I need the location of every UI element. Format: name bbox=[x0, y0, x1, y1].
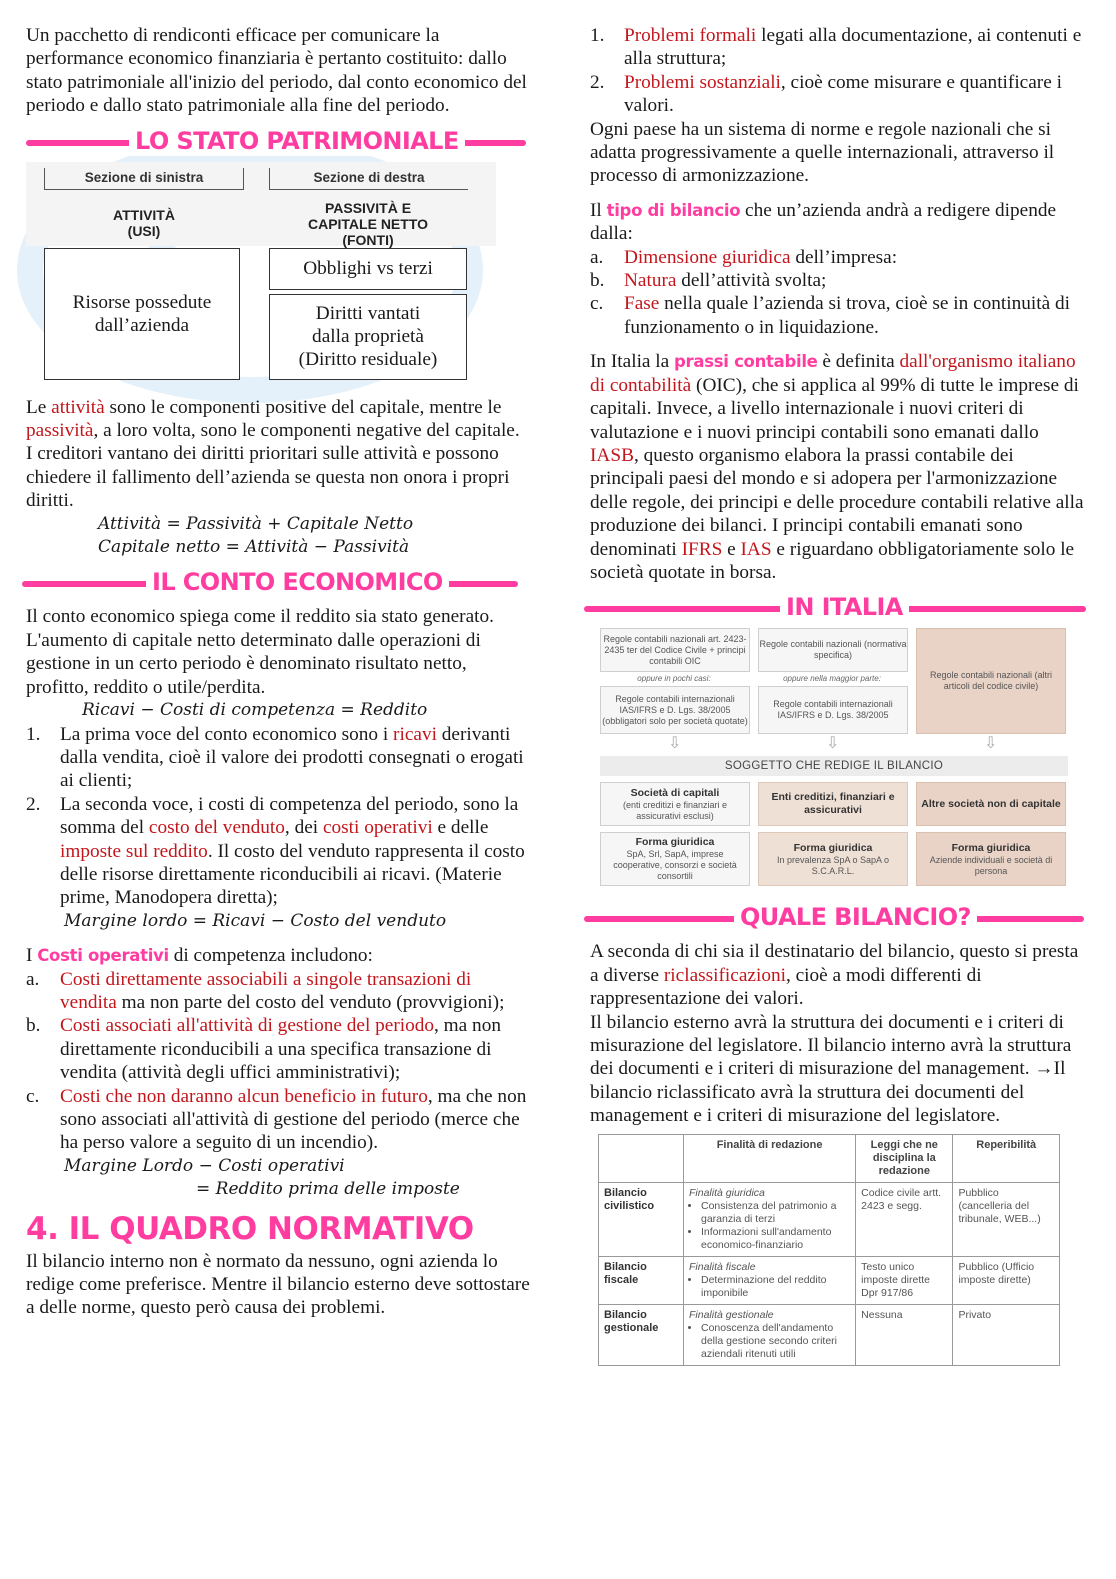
formula-margine-operativo: Margine Lordo − Costi operativi bbox=[64, 1155, 345, 1176]
list-item: 2. Problemi sostanziali, cioè come misurare e quantificare i valori. bbox=[590, 71, 1062, 117]
regole-internazionali-box: Regole contabili internazionali IAS/IFRS e D. Lgs. 38/2005 (obbligatori solo per società quotate) bbox=[600, 686, 750, 734]
altre-societa-box: Altre società non di capitale bbox=[916, 782, 1066, 826]
societa-capitali-box: Società di capitali (enti creditizi e finanziari e assicurativi esclusi) bbox=[600, 782, 750, 826]
note-maggior-parte: oppure nella maggior parte: bbox=[783, 674, 881, 684]
passivita-label: PASSIVITÀ E CAPITALE NETTO (FONTI) bbox=[307, 199, 429, 248]
regole-specifiche-box: Regole contabili nazionali (normativa specifica) bbox=[758, 628, 908, 672]
list-item: a. Costi direttamente associabili a singole transazioni di vendita ma non parte del costo del venduto (provvigioni); bbox=[26, 968, 505, 1013]
intro-paragraph: Un pacchetto di rendiconti efficace per comunicare la performance economico finanziaria è pertanto costituito: dallo stato patrimoniale all'inizio del periodo, dal conto economico del periodo e dallo stato patrimoniale alla fine del periodo. bbox=[26, 25, 527, 117]
attivita-label: ATTIVITÀ (USI) bbox=[113, 206, 175, 239]
list-item: 1. La prima voce del conto economico sono i ricavi derivanti dalla vendita, cioè il valore dei prodotti consegnati o erogati ai clienti; bbox=[26, 723, 524, 792]
attivita-paragraph: Le attività sono le componenti positive del capitale, mentre le passività, a loro volta, sono le componenti negative del capitale. I creditori vantano dei diritti prioritari sulle attività e possono chiedere il fallimento dell’azienda se questa non onora i propri diritti. bbox=[26, 396, 520, 512]
quadro-normativo-paragraph: Il bilancio interno non è normato da nessuno, ogni azienda lo redige come preferisce. Mentre il bilancio esterno deve sottostare a delle norme, questo però causa dei problemi. bbox=[26, 1250, 530, 1319]
diritti-box: Diritti vantati dalla proprietà (Diritto residuale) bbox=[269, 294, 467, 380]
soggetto-label: SOGGETTO CHE REDIGE IL BILANCIO bbox=[600, 756, 1068, 776]
costi-operativi-intro: I Costi operativi di competenza includono: bbox=[26, 945, 373, 967]
heading-quale-bilancio: QUALE BILANCIO? bbox=[590, 904, 1090, 934]
ce-paragraph-1: Il conto economico spiega come il reddito sia stato generato. bbox=[26, 606, 494, 628]
enti-creditizi-box: Enti creditizi, finanziari e assicurativi bbox=[758, 782, 908, 826]
arrow-down-icon: ⇩ bbox=[826, 735, 840, 753]
italia-diagram bbox=[600, 628, 1068, 894]
heading-conto-economico: IL CONTO ECONOMICO bbox=[26, 569, 530, 599]
bilanci-table bbox=[598, 1134, 1060, 1366]
table-header-row: Finalità di redazione Leggi che ne disciplina la redazione Reperibilità bbox=[599, 1134, 1060, 1182]
list-item: c. Costi che non daranno alcun beneficio in futuro, ma che non sono associati all'attività di gestione del periodo (merce che ha perso valore a seguito di un incendio). bbox=[26, 1085, 527, 1154]
table-row: Bilancio gestionale Finalità gestionale • Conoscenza dell'andamento della gestione secondo criteri aziendali ritenuti utili Nessuna Privato bbox=[599, 1304, 1060, 1365]
formula-capitale-netto: Capitale netto = Attività − Passività bbox=[98, 537, 410, 558]
list-item: 1. Problemi formali legati alla documentazione, ai contenuti e alla struttura; bbox=[590, 25, 1082, 70]
tipo-bilancio-paragraph: Il tipo di bilancio che un’azienda andrà a redigere dipende dalla: bbox=[590, 199, 1057, 245]
bilancio-esterno-paragraph: Il bilancio esterno avrà la struttura dei documenti e i criteri di misurazione del legislatore. Il bilancio interno avrà la struttura dei documenti e i criteri di misurazione del management. →Il bilancio riclassificato avrà la struttura dei documenti del management e i criteri di misurazione del legislatore. bbox=[590, 1011, 1072, 1127]
quale-bilancio-paragraph: A seconda di chi sia il destinatario del bilancio, questo si presta a diverse riclassificazioni, cioè a modi differenti di rappresentazione dei valori. bbox=[590, 941, 1079, 1010]
arrow-down-icon: ⇩ bbox=[984, 735, 998, 753]
forma-giuridica-box-1: Forma giuridica SpA, Srl, SapA, imprese cooperative, consorzi e società consortili bbox=[600, 832, 750, 886]
table-row: Bilancio civilistico Finalità giuridica • Consistenza del patrimonio a garanzia di terzi • Informazioni sull'andamento economico-finanziario Codice civile artt. 2423 e segg. Pubblico (cancelleria del tribunale, WEB...) bbox=[599, 1182, 1060, 1256]
ce-paragraph-2: L'aumento di capitale netto determinato dalle operazioni di gestione in un certo periodo è denominato risultato netto, profitto, reddito o utile/perdita. bbox=[26, 629, 481, 698]
formula-attivita: Attività = Passività + Capitale Netto bbox=[98, 513, 414, 534]
heading-in-italia: IN ITALIA bbox=[590, 594, 1090, 624]
ricavi-list bbox=[26, 723, 530, 910]
right-section-label: Sezione di destra bbox=[269, 168, 468, 190]
costi-operativi-list bbox=[26, 968, 530, 1155]
table-row: Bilancio fiscale Finalità fiscale • Determinazione del reddito imponibile Testo unico imposte dirette Dpr 917/86 Pubblico (Ufficio imposte dirette) bbox=[599, 1256, 1060, 1304]
note-pochi-casi: oppure in pochi casi: bbox=[637, 674, 711, 684]
list-item: b. Natura dell’attività svolta; bbox=[590, 270, 827, 292]
tipo-bilancio-list bbox=[590, 246, 1090, 340]
balance-sheet-diagram bbox=[26, 162, 530, 388]
prassi-paragraph: In Italia la prassi contabile è definita dall'organismo italiano di contabilità (OIC), che si applica al 99% di tutte le imprese di capitali. Invece, a livello internazionale i nuovi criteri di valutazione e i nuovi principi contabili sono emanati dallo IASB, questo organismo elabora la prassi contabile dei principali paesi del mondo e si adopera per l'armonizzazione delle regole, dei principi e delle procedure contabili relative alla produzione dei bilanci. I principi contabili emanati sono denominati IFRS e IAS e riguardano obbligatoriamente solo le società quotate in borsa. bbox=[590, 351, 1084, 583]
risorse-box: Risorse possedute dall’azienda bbox=[44, 248, 240, 380]
formula-reddito-ante-imposte: = Reddito prima delle imposte bbox=[196, 1179, 460, 1200]
problemi-list bbox=[590, 24, 1090, 118]
list-item: b. Costi associati all'attività di gestione del periodo, ma non direttamente riconducibili a una specifica transazione di vendita (attività degli uffici amministrativi); bbox=[26, 1015, 501, 1084]
arrow-down-icon: ⇩ bbox=[668, 735, 682, 753]
list-item: a. Dimensione giuridica dell’impresa: bbox=[590, 246, 898, 268]
formula-reddito: Ricavi − Costi di competenza = Reddito bbox=[82, 700, 428, 721]
forma-giuridica-box-3: Forma giuridica Aziende individuali e società di persona bbox=[916, 832, 1066, 886]
regole-altri-articoli-box: Regole contabili nazionali (altri articoli del codice civile) bbox=[916, 628, 1066, 734]
heading-stato-patrimoniale: LO STATO PATRIMONIALE bbox=[26, 128, 530, 158]
left-section-label: Sezione di sinistra bbox=[44, 168, 244, 190]
forma-giuridica-box-2: Forma giuridica In prevalenza SpA o SapA o S.C.A.R.L. bbox=[758, 832, 908, 886]
heading-quadro-normativo: 4. IL QUADRO NORMATIVO bbox=[26, 1210, 474, 1247]
paese-paragraph: Ogni paese ha un sistema di norme e regole nazionali che si adatta progressivamente a quelle internazionali, attraverso il processo di armonizzazione. bbox=[590, 118, 1055, 187]
regole-internazionali-box-2: Regole contabili internazionali IAS/IFRS e D. Lgs. 38/2005 bbox=[758, 686, 908, 734]
formula-margine-lordo: Margine lordo = Ricavi − Costo del venduto bbox=[64, 910, 447, 931]
obblighi-box: Obblighi vs terzi bbox=[269, 248, 467, 290]
regole-oic-box: Regole contabili nazionali art. 2423-2435 ter del Codice Civile + principi contabili OIC bbox=[600, 628, 750, 672]
list-item: 2. La seconda voce, i costi di competenza del periodo, sono la somma del costo del venduto, dei costi operativi e delle imposte sul reddito. Il costo del venduto rappresenta il costo delle risorse direttamente riconducibili ai ricavi. (Materie prime, Manodopera diretta); bbox=[26, 793, 525, 909]
list-item: c. Fase nella quale l’azienda si trova, cioè se in continuità di funzionamento o in liquidazione. bbox=[590, 293, 1070, 338]
right-column bbox=[590, 24, 1090, 1366]
left-column bbox=[26, 24, 530, 1320]
